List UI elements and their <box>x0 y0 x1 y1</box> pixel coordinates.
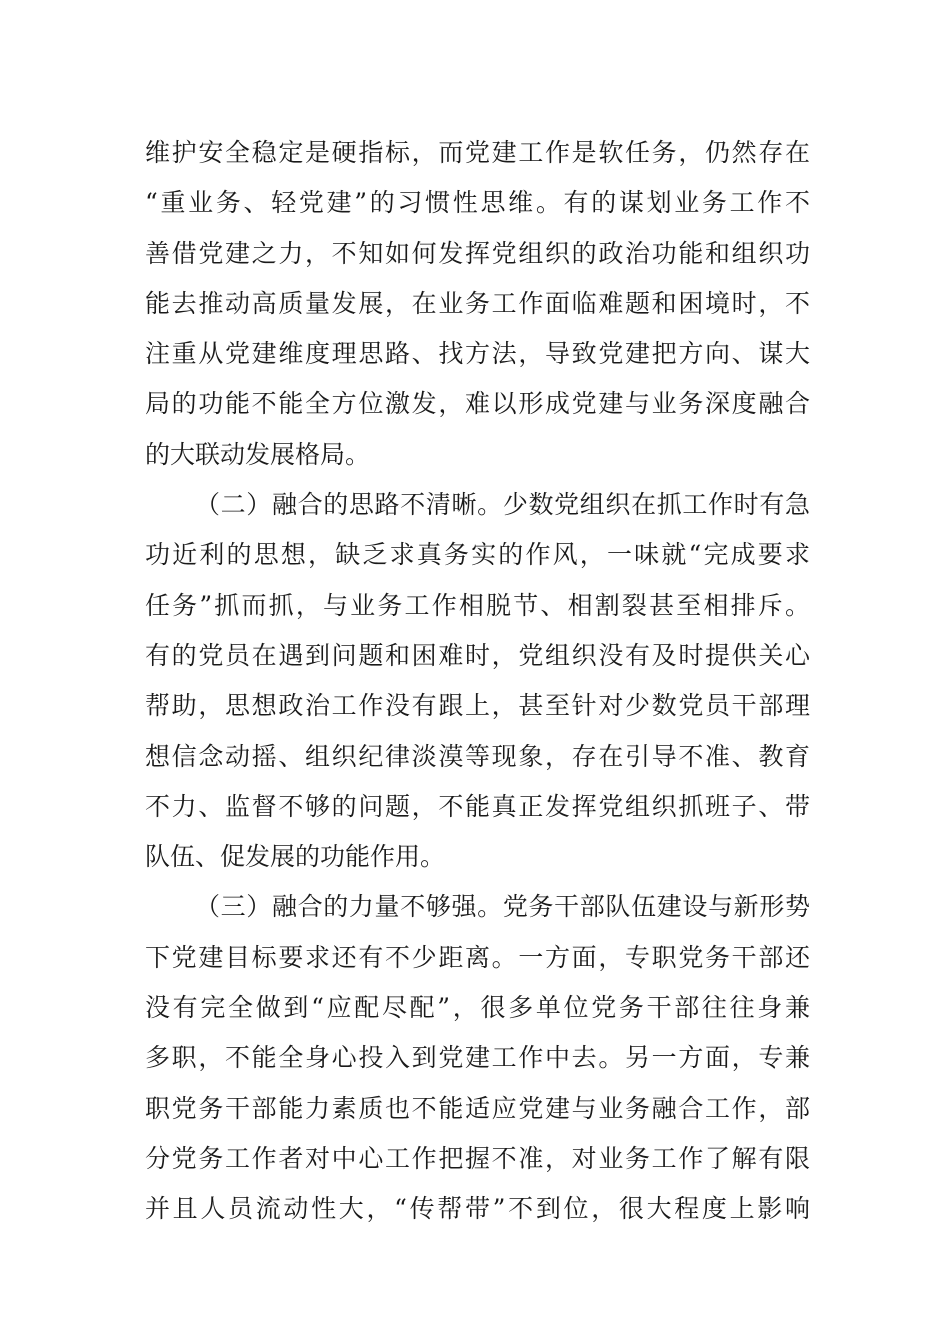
text-line: 善借党建之力，不知如何发挥党组织的政治功能和组织功 <box>145 238 810 268</box>
text-line: 多职，不能全身心投入到党建工作中去。另一方面，专兼 <box>145 1043 810 1073</box>
text-line: 帮助，思想政治工作没有跟上，甚至针对少数党员干部理 <box>145 691 810 721</box>
text-line: 有的党员在遇到问题和困难时，党组织没有及时提供关心 <box>145 640 810 670</box>
paragraph-2-unclear-thinking <box>145 480 810 882</box>
text-line: 任务”抓而抓，与业务工作相脱节、相割裂甚至相排斥。 <box>145 590 810 620</box>
text-line: 功近利的思想，缺乏求真务实的作风，一味就“完成要求 <box>145 540 810 570</box>
text-line: 维护安全稳定是硬指标，而党建工作是软任务，仍然存在 <box>145 138 810 167</box>
paragraph-1-continuation <box>145 128 810 480</box>
text-line: 能去推动高质量发展，在业务工作面临难题和困境时，不 <box>145 288 810 318</box>
body-text <box>145 128 810 1235</box>
text-line: 职党务干部能力素质也不能适应党建与业务融合工作，部 <box>145 1093 810 1123</box>
paragraph-3-weak-force <box>145 882 810 1234</box>
text-line: “重业务、轻党建”的习惯性思维。有的谋划业务工作不 <box>145 188 810 218</box>
text-line: 并且人员流动性大，“传帮带”不到位，很大程度上影响 <box>145 1194 810 1224</box>
text-line: （三）融合的力量不够强。党务干部队伍建设与新形势 <box>195 892 810 922</box>
text-line: 没有完全做到“应配尽配”，很多单位党务干部往往身兼 <box>145 993 810 1023</box>
text-line: 分党务工作者对中心工作把握不准，对业务工作了解有限 <box>145 1143 810 1173</box>
text-line: 队伍、促发展的功能作用。 <box>145 842 446 872</box>
text-line: 注重从党建维度理思路、找方法，导致党建把方向、谋大 <box>145 339 810 369</box>
text-line: 不力、监督不够的问题，不能真正发挥党组织抓班子、带 <box>145 791 810 821</box>
text-line: 局的功能不能全方位激发，难以形成党建与业务深度融合 <box>145 389 810 419</box>
text-line: 想信念动摇、组织纪律淡漠等现象，存在引导不准、教育 <box>145 741 810 771</box>
text-line: 下党建目标要求还有不少距离。一方面，专职党务干部还 <box>145 942 810 972</box>
text-line: 的大联动发展格局。 <box>145 439 371 469</box>
text-line: （二）融合的思路不清晰。少数党组织在抓工作时有急 <box>195 490 810 520</box>
